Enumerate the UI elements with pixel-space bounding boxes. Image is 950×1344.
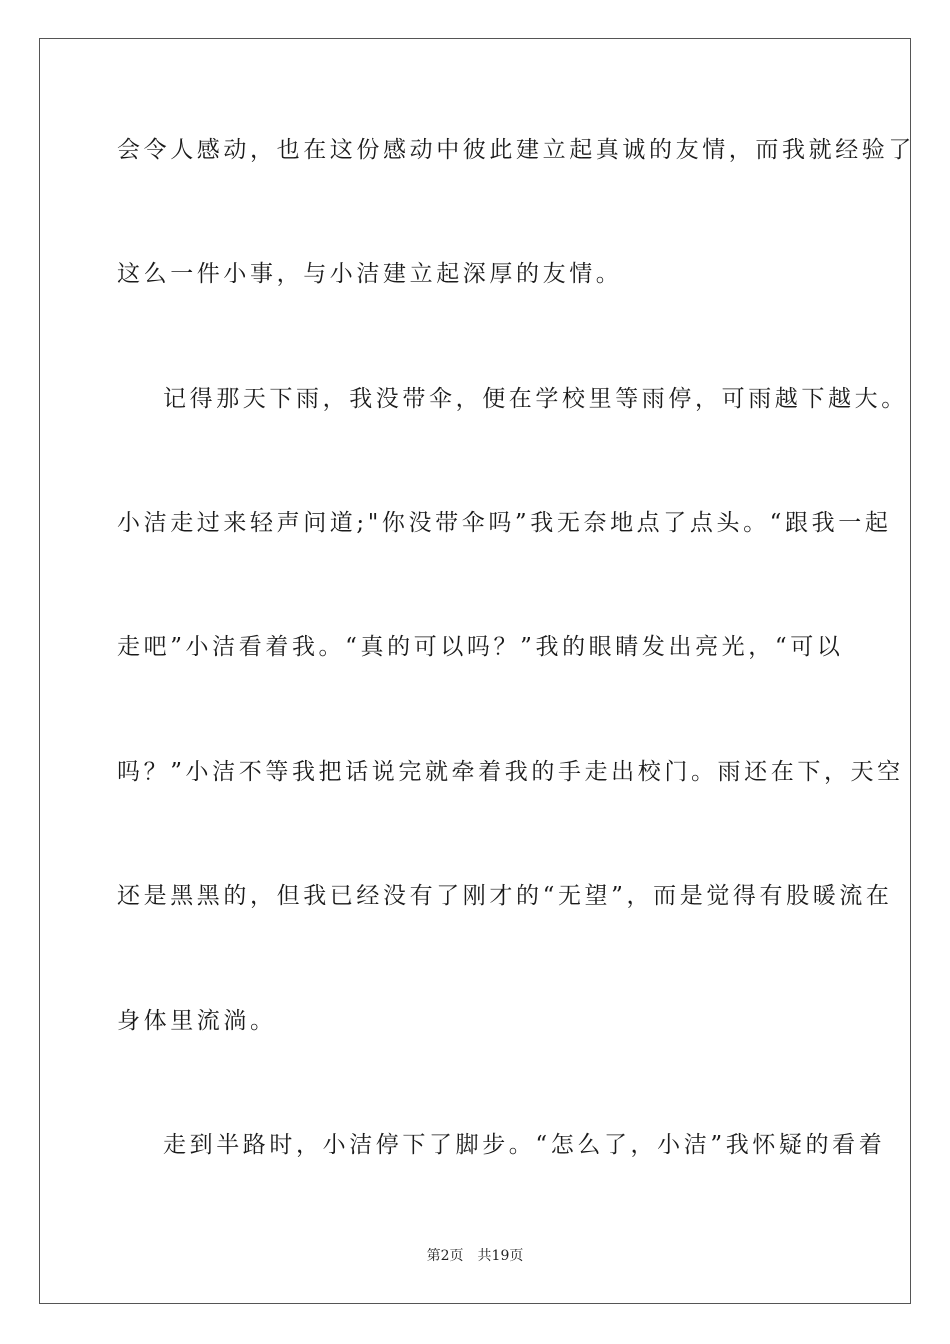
page-total: 共19页 [477,1248,524,1264]
paragraph-first-line: 走到半路时，小洁停下了脚步。“怎么了，小洁”我怀疑的看着 [163,1132,886,1158]
page-frame [39,38,915,1304]
paragraph-first-line: 记得那天下雨，我没带伞，便在学校里等雨停，可雨越下越大。 [163,386,908,412]
text-line: 身体里流淌。 [117,1008,277,1034]
text-line: 还是黑黑的，但我已经没有了刚才的“无望”，而是觉得有股暖流在 [117,883,893,909]
text-line: 会令人感动，也在这份感动中彼此建立起真诚的友情，而我就经验了 [117,137,915,163]
text-line: 吗？”小洁不等我把话说完就牵着我的手走出校门。雨还在下，天空 [117,759,904,785]
text-line: 小洁走过来轻声问道;"你没带伞吗”我无奈地点了点头。“跟我一起 [117,510,892,536]
text-line: 这么一件小事，与小洁建立起深厚的友情。 [117,261,623,287]
text-line: 走吧”小洁看着我。“真的可以吗？”我的眼睛发出亮光，“可以 [117,634,844,660]
page-footer [0,1246,950,1266]
page-number: 第2页 [426,1248,464,1264]
